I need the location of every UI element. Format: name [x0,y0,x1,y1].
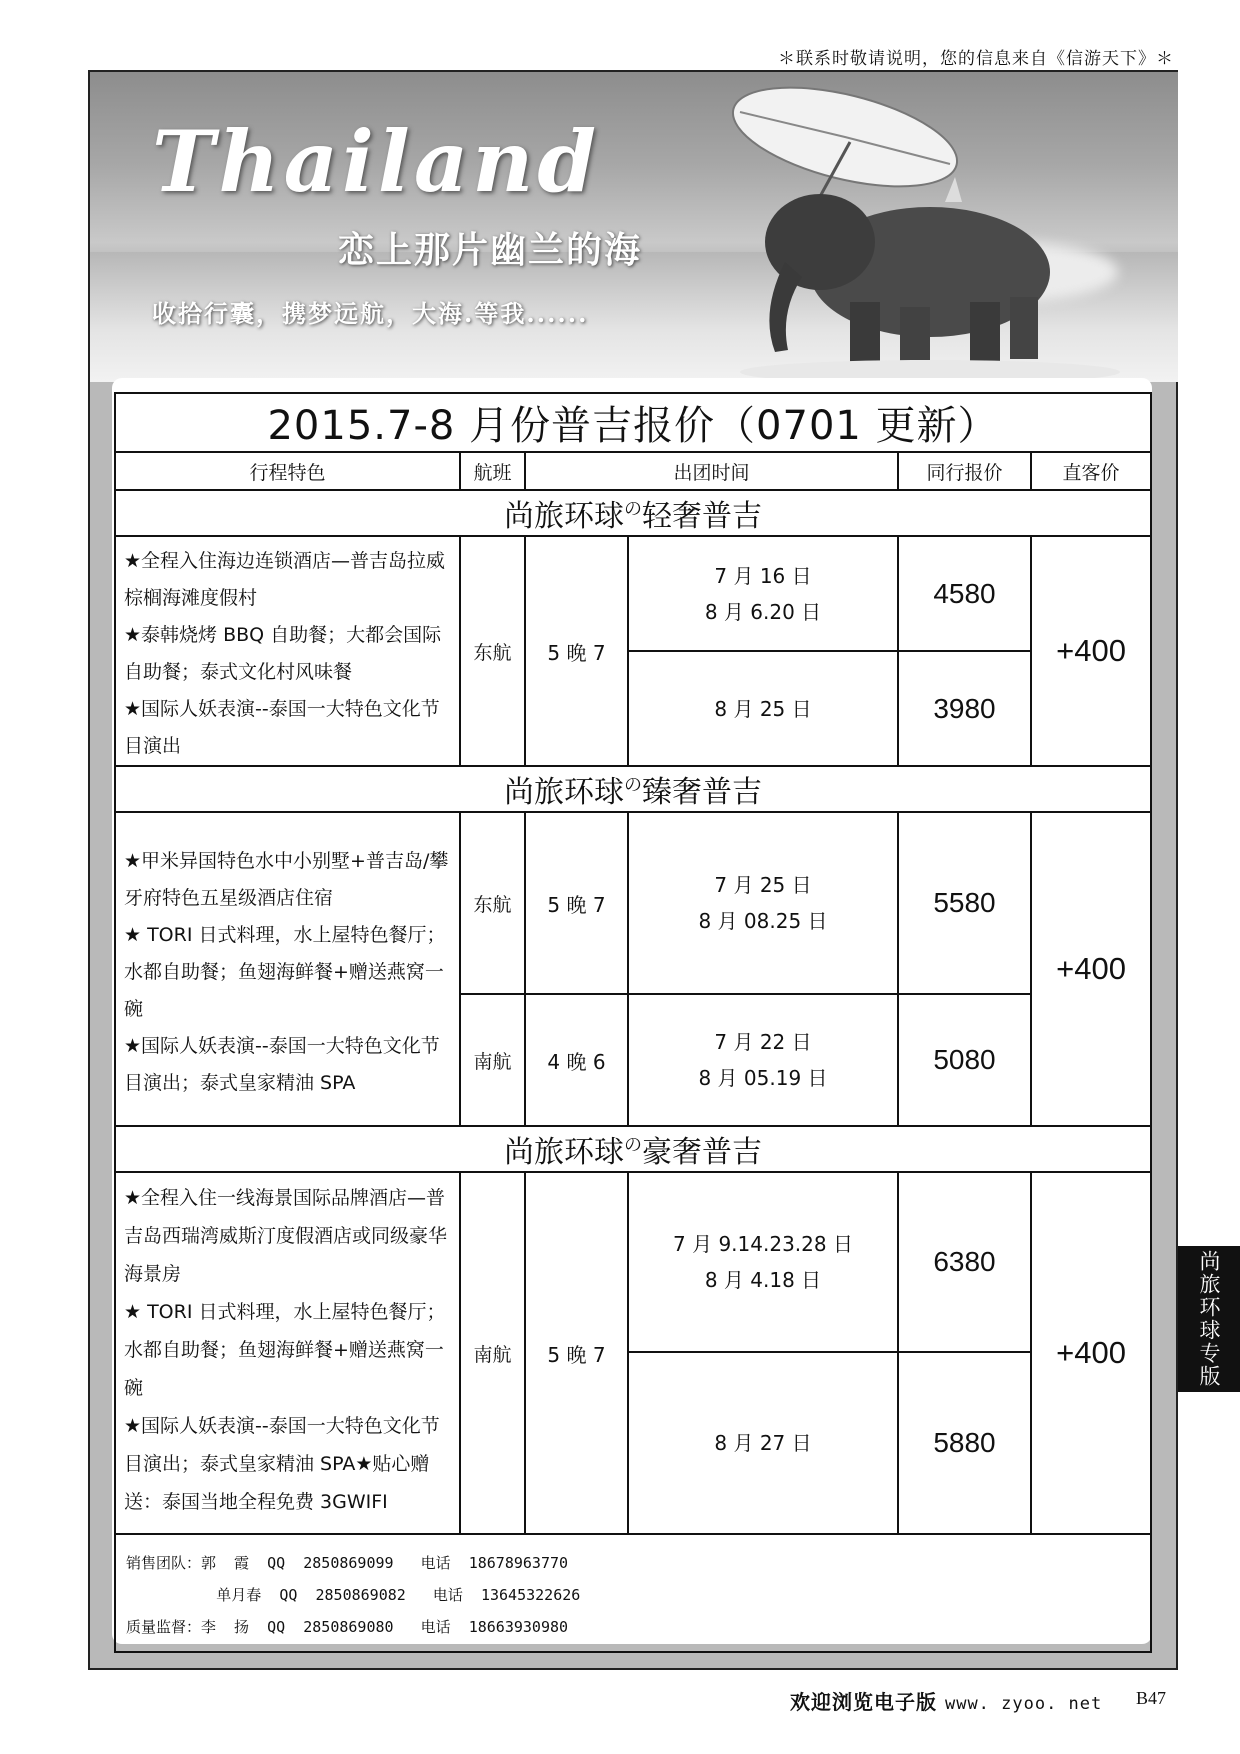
dates-cell [628,812,898,994]
trade-price: 5080 [898,994,1031,1126]
section-separator: の [624,775,643,796]
date-line: 7 月 22 日 [714,1030,812,1054]
feature-line: ★ TORI 日式料理，水上屋特色餐厅；水都自助餐；鱼翅海鲜餐+赠送燕窝一碗 [124,924,446,1020]
section-title [115,1126,1151,1172]
feature-line: ★甲米异国特色水中小别墅+普吉岛/攀牙府特色五星级酒店住宿 [124,850,449,909]
airline-cell: 东航 [460,536,525,766]
dates-cell [628,651,898,766]
footer-url[interactable]: www. zyoo. net [944,1694,1103,1714]
section-title [115,490,1151,536]
trade-price: 3980 [898,651,1031,766]
trade-price: 5880 [898,1352,1031,1534]
nights-cell: 4 晚 6 [525,994,628,1126]
header-departure: 出团时间 [525,452,898,490]
footer-text: 欢迎浏览电子版 [790,1690,937,1714]
section-product: 臻奢普吉 [642,775,763,810]
dates-cell [628,536,898,651]
header-direct-price: 直客价 [1031,452,1151,490]
contact-block [115,1534,1151,1652]
direct-price: +400 [1031,1172,1151,1534]
table-title: 2015.7-8 月份普吉报价（0701 更新） [115,393,1151,452]
contact-line: 质量监督：李 扬 QQ 2850869080 电话 18663930980 [126,1618,569,1636]
direct-price: +400 [1031,536,1151,766]
date-line: 7 月 9.14.23.28 日 [673,1232,853,1256]
top-note: ＊联系时敬请说明，您的信息来自《信游天下》＊ [778,49,1174,69]
direct-price: +400 [1031,812,1151,1126]
price-table [114,392,1152,1653]
feature-line: ★国际人妖表演--泰国一大特色文化节目演出；泰式皇家精油 SPA [124,1035,440,1094]
dates-cell [628,994,898,1126]
title-english: Thailand [152,112,601,211]
trade-price: 5580 [898,812,1031,994]
page-number: B47 [1136,1688,1167,1708]
feature-cell [115,1172,460,1534]
feature-line: ★国际人妖表演--泰国一大特色文化节目演出 [124,698,440,757]
airline-cell: 东航 [460,812,525,994]
header-trade-price: 同行报价 [898,452,1031,490]
trade-price: 4580 [898,536,1031,651]
contact-line: 销售团队：郭 霞 QQ 2850869099 电话 18678963770 [126,1554,569,1572]
contact-line: 单月春 QQ 2850869082 电话 13645322626 [126,1586,581,1604]
section-product: 轻奢普吉 [642,499,763,534]
trade-price: 6380 [898,1172,1031,1352]
date-line: 8 月 4.18 日 [704,1268,822,1292]
date-line: 8 月 6.20 日 [704,599,822,624]
footer [790,1686,1102,1715]
section-brand: 尚旅环球 [504,1135,625,1170]
feature-line: ★国际人妖表演--泰国一大特色文化节目演出；泰式皇家精油 SPA★贴心赠送：泰国当地全程免费 3GWIFI [124,1415,440,1513]
date-line: 7 月 25 日 [714,873,812,897]
section-brand: 尚旅环球 [504,775,625,810]
header-airline: 航班 [460,452,525,490]
section-product: 豪奢普吉 [642,1135,763,1170]
banner [90,72,1178,382]
nights-cell: 5 晚 7 [525,1172,628,1534]
dates-cell [628,1172,898,1352]
section-brand: 尚旅环球 [504,499,625,534]
date-line: 8 月 27 日 [714,1431,812,1455]
feature-cell [115,812,460,1126]
dates-cell [628,1352,898,1534]
section-separator: の [624,1135,643,1156]
header-feature: 行程特色 [115,452,460,490]
date-line: 8 月 08.25 日 [698,909,828,933]
elephant-umbrella-illustration [700,82,1140,382]
airline-cell: 南航 [460,1172,525,1534]
nights-cell: 5 晚 7 [525,536,628,766]
nights-cell: 5 晚 7 [525,812,628,994]
feature-line: ★全程入住一线海景国际品牌酒店—普吉岛西瑞湾威斯汀度假酒店或同级豪华海景房 [124,1187,448,1285]
title-chinese: 恋上那片幽兰的海 [338,229,643,271]
side-tab: 尚旅环球专版 [1178,1246,1240,1392]
banner-subtitle: 收拾行囊，携梦远航，大海.等我...... [152,299,589,328]
feature-cell [115,536,460,766]
section-separator: の [624,499,643,520]
feature-line: ★ TORI 日式料理，水上屋特色餐厅；水都自助餐；鱼翅海鲜餐+赠送燕窝一碗 [124,1301,446,1399]
section-title [115,766,1151,812]
date-line: 7 月 16 日 [714,563,812,588]
feature-line: ★全程入住海边连锁酒店—普吉岛拉威棕榈海滩度假村 [124,550,446,609]
date-line: 8 月 05.19 日 [698,1066,828,1090]
feature-line: ★泰韩烧烤 BBQ 自助餐；大都会国际自助餐；泰式文化村风味餐 [124,624,442,683]
date-line: 8 月 25 日 [714,696,812,721]
airline-cell: 南航 [460,994,525,1126]
